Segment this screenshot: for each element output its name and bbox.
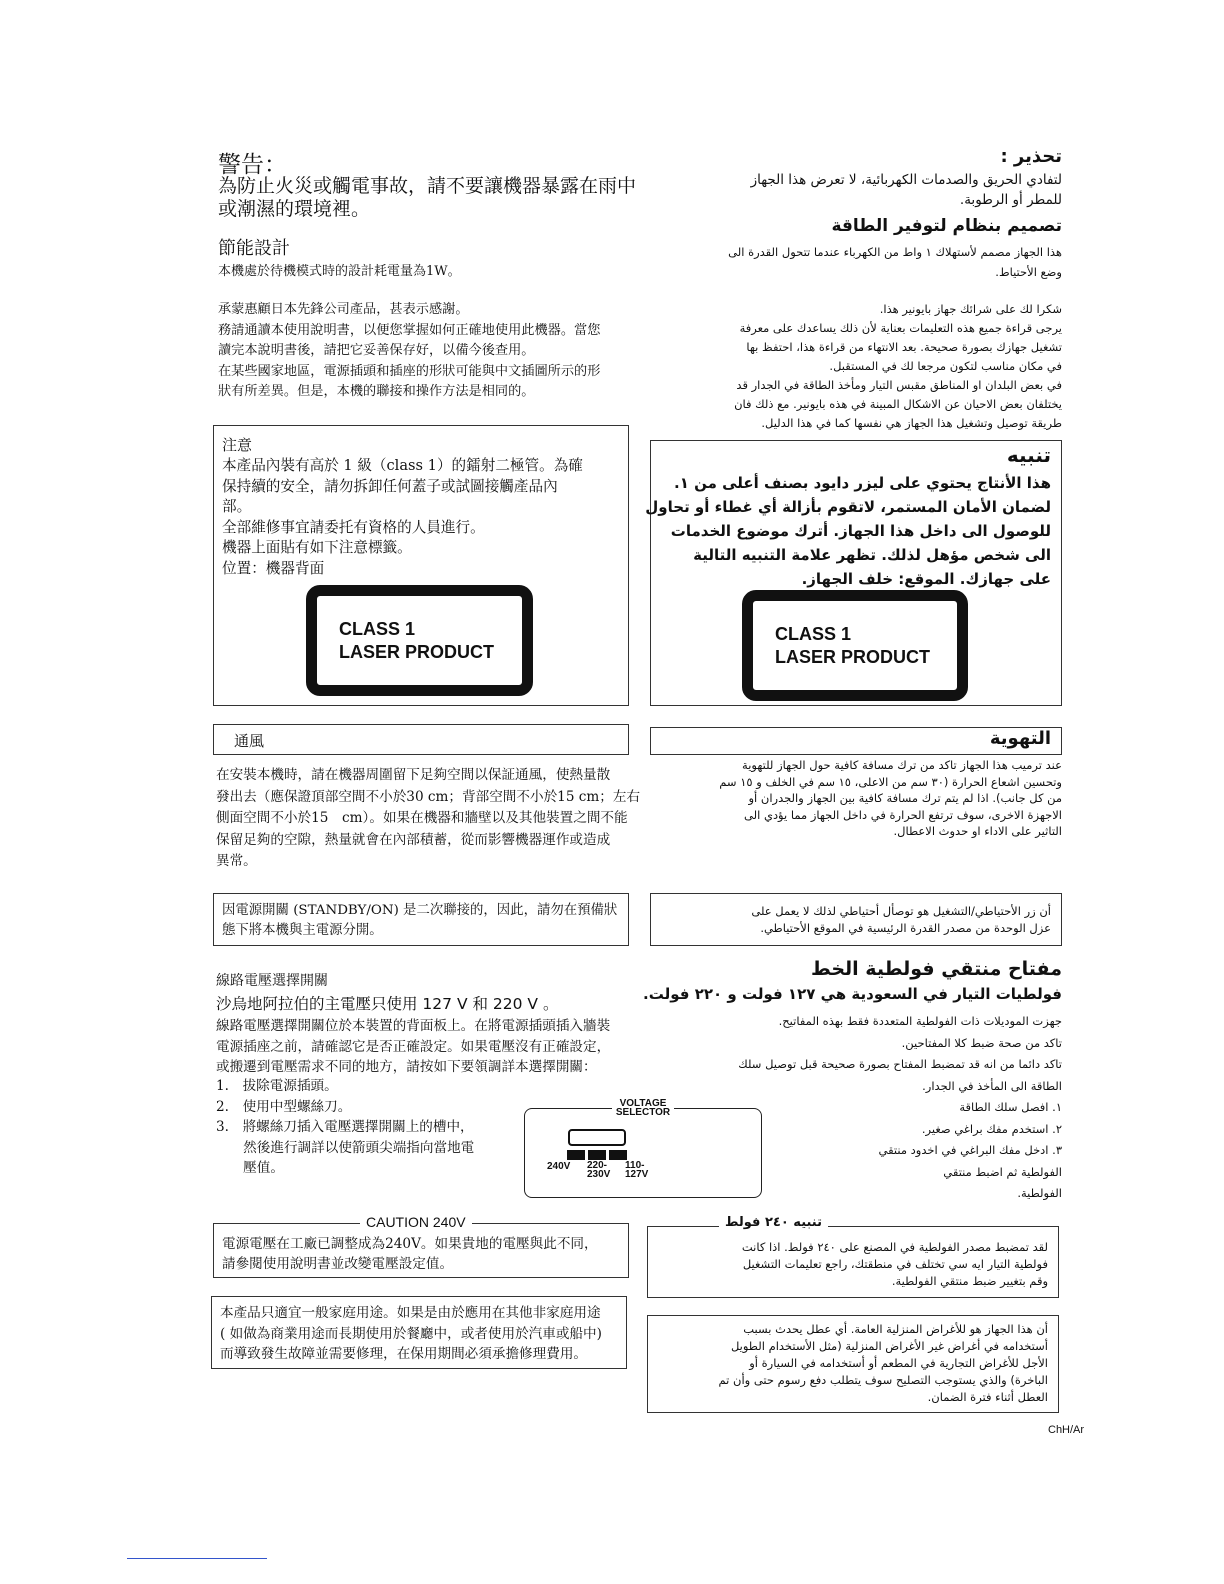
text-line: 狀有所差異。但是，本機的聯接和操作方法是相同的。 <box>218 384 535 399</box>
ar-standby-text <box>751 903 1051 937</box>
laser-label-ar-line1: CLASS 1 <box>775 624 852 644</box>
text-line: 務請通讀本使用說明書，以便您掌握如何正確地使用此機器。當您 <box>218 322 601 338</box>
selector-opt-220: 220- <box>587 1160 608 1171</box>
text-line: 因電源開關 (STANDBY/ON) 是二次聯接的，因此，請勿在預備狀 <box>222 903 618 918</box>
zh-voltage-steps <box>216 1076 474 1179</box>
text-line: فولطية التيار ايه سي تختلف في منطقتك، راجع تعليمات التشغيل <box>742 1257 1048 1271</box>
text-line: طريقة توصيل وتشغيل هذا الجهاز هي نفسها كما في هذا الدليل. <box>761 416 1062 430</box>
text-line: 而導致發生故障並需要修理，在保用期間必須承擔修理費用。 <box>220 1346 588 1362</box>
text-line: 態下將本機與主電源分開。 <box>222 923 383 938</box>
laser-label-ar-line2: LASER PRODUCT <box>775 647 931 667</box>
zh-caution240-title: CAUTION 240V <box>360 1214 472 1230</box>
text-line: 機器上面貼有如下注意標籤。 <box>222 539 412 556</box>
text-line: هذا الجهاز مصمم لأستهلاك ١ واط من الكهرباء عندما تتحول القدرة الى <box>728 245 1062 259</box>
text-line: 或潮濕的環境裡。 <box>218 198 371 220</box>
text-line: عند ترميب هذا الجهاز تاكد من ترك مسافة كافية حول الجهاز للتهوية <box>742 758 1062 772</box>
laser-label <box>306 585 533 696</box>
zh-warning-title: 警告： <box>218 152 287 178</box>
ar-energy-title: تصميم بنظام لتوفير الطاقة <box>831 216 1062 236</box>
selector-title-2: SELECTOR <box>615 1107 671 1118</box>
zh-standby-text <box>222 901 617 941</box>
laser-label-line2: LASER PRODUCT <box>339 642 495 662</box>
zh-ventilation-title: 通風 <box>234 732 265 750</box>
ar-home-use-box <box>647 1315 1059 1413</box>
text-line: 讀完本說明書後，請把它妥善保存好，以備今後查用。 <box>218 343 535 358</box>
ar-caution-text <box>645 471 1051 591</box>
text-line: 電源電壓在工廠已調整成為240V。如果貴地的電壓與此不同， <box>222 1236 598 1252</box>
text-line: على جهازك. الموقع: خلف الجهاز. <box>801 570 1051 588</box>
zh-warning-text <box>218 175 636 221</box>
text-line: أن هذا الجهاز هو للأغراض المنزلية العامة. أي عطل يحدث بسبب <box>743 1322 1048 1336</box>
ar-ventilation-header <box>650 727 1062 755</box>
footer-rule <box>127 1558 267 1559</box>
ar-caution-title: تنبيه <box>1006 443 1051 467</box>
text-line: 為防止火災或觸電事故，請不要讓機器暴露在雨中 <box>218 175 637 197</box>
ar-ventilation-title: التهوية <box>989 728 1051 749</box>
text-line: ٣. ادخل مفك البراغي في اخدود منتقي <box>878 1143 1062 1157</box>
text-line: من كل جانب). اذا لم يتم ترك مسافة كافية بين الجهاز والجدران أو <box>748 791 1062 805</box>
ar-intro <box>734 300 1062 433</box>
text-line: تشغيل جهازك بصورة صحيحة. بعد الانتهاء من قراءة هذا، احتفظ بها <box>746 340 1062 354</box>
text-line: عزل الوحدة من مصدر القدرة الرئيسية في الموقع الأحتياطي. <box>760 921 1051 935</box>
zh-caution-text <box>222 456 583 579</box>
zh-energy-text: 本機處於待機模式時的設計耗電量為1W。 <box>218 264 461 279</box>
text-line: 壓值。 <box>216 1160 284 1176</box>
ar-standby-box <box>650 893 1062 946</box>
zh-ventilation-header <box>213 724 629 755</box>
selector-switch-slot <box>568 1129 626 1146</box>
ar-ventilation-text <box>719 757 1062 840</box>
ar-energy-text <box>728 242 1062 282</box>
ar-voltage-subtitle: فولطيات التيار في السعودية هي ١٢٧ فولت و ٢٢٠ فولت. <box>643 985 1062 1003</box>
text-line: الطاقة الى المأخذ في الجدار. <box>922 1078 1062 1093</box>
text-line: يختلفان بعض الاحيان عن الاشكال المبينة في هذه بايونير. مع ذلك فان <box>734 397 1062 411</box>
selector-opt-230: 230V <box>587 1169 611 1180</box>
text-line: 3. 將螺絲刀插入電壓選擇開關上的槽中， <box>216 1119 474 1135</box>
text-line: 1. 拔除電源插頭。 <box>216 1078 338 1094</box>
text-line: 全部維修事宜請委托有資格的人員進行。 <box>222 518 485 536</box>
text-line: التاثير على الاداء او حدوث الاعطال. <box>893 824 1062 838</box>
text-line: لضمان الأمان المستمر، لاتقوم بأزالة أي غطاء أو تحاول <box>645 498 1051 516</box>
ar-caution240-title: تنبيه ٢٤٠ فولط <box>719 1215 828 1230</box>
text-line: أن زر الأحتياطي/التشغيل هو توصأل أحتياطي لذلك لا يعمل على <box>751 904 1051 918</box>
text-line: 側面空間不小於15 cm）。如果在機器和牆壁以及其他裝置之間不能 <box>216 810 628 826</box>
selector-position-240 <box>567 1150 585 1160</box>
zh-voltage-title: 線路電壓選擇開關 <box>216 973 328 989</box>
selector-title-1: VOLTAGE <box>619 1098 667 1109</box>
text-line: 請參閱使用說明書並改變電壓設定值。 <box>222 1256 454 1272</box>
text-line: في بعض البلدان او المناطق مقبس التيار ومأخذ الطاقة في الجدار قد <box>736 378 1062 392</box>
ar-caution240-text <box>742 1239 1048 1290</box>
text-line: 發出去（應保證頂部空間不小於30 cm；背部空間不小於15 cm；左右 <box>216 788 641 805</box>
text-line: يرجى قراءة جميع هذه التعليمات بعناية لأن ذلك يساعدك على معرفة <box>739 321 1062 335</box>
text-line: للمطر أو الرطوبة. <box>959 192 1062 208</box>
text-line: ٢. استخدم مفك براغي صغير. <box>921 1121 1062 1136</box>
laser-label-line1: CLASS 1 <box>339 619 416 639</box>
zh-ventilation-text <box>216 765 640 873</box>
text-line: 本產品只適宜一般家庭用途。如果是由於應用在其他非家庭用途 <box>220 1305 601 1321</box>
text-line: لتفادي الحريق والصدمات الكهربائية، لا تعرض هذا الجهاز <box>750 172 1062 188</box>
text-line: هذا الأنتاج يحتوي على ليزر دايود بصنف أعلى من ١. <box>673 474 1051 492</box>
ar-warning-text <box>751 170 1062 210</box>
text-line: 位置：機器背面 <box>222 559 325 577</box>
text-line: الى شخص مؤهل لذلك. تظهر علامة التنبيه التالية <box>693 546 1051 564</box>
text-line: 電源插座之前，請確認它是否正確設定。如果電壓沒有正確設定， <box>216 1038 611 1055</box>
text-line: وضع الأحتياط. <box>995 265 1062 279</box>
voltage-selector-diagram <box>524 1098 762 1198</box>
text-line: وقم بتغيير ضبط منتقي الفولطية. <box>891 1274 1048 1288</box>
selector-opt-110: 110- <box>625 1160 645 1171</box>
zh-home-use-text <box>220 1303 602 1365</box>
text-line: الفولطية ثم اضبط منتقي <box>943 1164 1062 1179</box>
text-line: 在安裝本機時，請在機器周圍留下足夠空間以保証通風，使熱量散 <box>216 767 611 783</box>
text-line: العطل أثناء فترة الضمان. <box>927 1390 1048 1404</box>
zh-caution240-box <box>213 1214 629 1278</box>
selector-opt-127: 127V <box>625 1169 649 1180</box>
selector-opt-240: 240V <box>547 1161 571 1172</box>
text-line: 然後進行調詳以使箭頭尖端指向當地電 <box>216 1139 475 1156</box>
text-line: الاجهزة الاخرى، سوف ترتفع الحرارة في داخل الجهاز مما يؤدي الى <box>744 807 1062 822</box>
text-line: 保持續的安全，請勿拆卸任何蓋子或試圖接觸產品內 <box>222 477 558 495</box>
text-line: 線路電壓選擇開關位於本裝置的背面板上。在將電源插頭插入牆裝 <box>216 1018 611 1034</box>
text-line: 或搬遷到電壓需求不同的地方，請按如下要領調詳本選擇開關： <box>216 1059 597 1075</box>
text-line: ١. افصل سلك الطاقة <box>959 1100 1062 1114</box>
text-line: تاكد من صحة ضبط كلا المفتاحين. <box>901 1035 1062 1050</box>
ar-caution240-box <box>647 1215 1059 1298</box>
text-line: ( 如做為商業用途而長期使用於餐廳中，或者使用於汽車或船中) <box>220 1325 602 1342</box>
text-line: في مكان مناسب لتكون مرجعا لك في المستقبل. <box>829 359 1062 373</box>
text-line: شكرا لك على شرائك جهاز بايونير هذا. <box>879 302 1062 316</box>
ar-voltage-text <box>738 1011 1062 1097</box>
zh-caution-title: 注意 <box>222 436 253 454</box>
text-line: 承蒙惠顧日本先鋒公司產品，甚表示感謝。 <box>218 302 469 317</box>
text-line: الفولطية. <box>1017 1186 1062 1200</box>
ar-voltage-steps <box>879 1097 1063 1205</box>
page-code: ChH/Ar <box>1048 1424 1085 1436</box>
ar-voltage-title: مفتاح منتقي فولطية الخط <box>811 958 1062 980</box>
text-line: للوصول الى داخل هذا الجهاز. أترك موضوع الخدمات <box>670 522 1051 540</box>
ar-home-use-text <box>718 1321 1048 1406</box>
text-line: وتحسين اشعاع الحرارة (٣٠ سم من الاعلى، ١٥ سم في الخلف و ١٥ سم <box>719 774 1062 789</box>
text-line: 異常。 <box>216 853 257 869</box>
selector-position-110 <box>609 1150 627 1160</box>
laser-label-ar <box>742 590 968 701</box>
zh-home-use-box <box>211 1296 627 1369</box>
ar-warning-title: تحذير : <box>1000 146 1062 167</box>
selector-position-220 <box>588 1150 606 1160</box>
text-line: 在某些國家地區，電源插頭和插座的形狀可能與中文插圖所示的形 <box>218 363 601 379</box>
text-line: أستخدامه في أغراض غير الأغراض المنزلية (مثل الأستخدام الطويل <box>730 1339 1048 1353</box>
text-line: الأجل للأغراض التجارية في المطعم أو أستخدامه في السيارة أو <box>749 1356 1048 1370</box>
text-line: 2. 使用中型螺絲刀。 <box>216 1098 352 1115</box>
text-line: تاكد دائما من انه قد تمضبط المفتاح بصورة صحيحة قبل توصيل سلك <box>738 1057 1062 1071</box>
zh-voltage-text <box>216 1016 610 1078</box>
zh-energy-title: 節能設計 <box>218 238 290 259</box>
text-line: 部。 <box>222 498 252 515</box>
text-line: لقد تمضبط مصدر الفولطية في المصنع على ٢٤٠ فولط. اذا كانت <box>741 1240 1048 1254</box>
text-line: 本產品內裝有高於 1 級（class 1）的鐳射二極管。為確 <box>222 457 583 474</box>
zh-voltage-subtitle: 沙烏地阿拉伯的主電壓只使用 127 V 和 220 V 。 <box>216 995 559 1013</box>
text-line: جهزت الموديلات ذات الفولطية المتعددة فقط بهذه المفاتيح. <box>778 1014 1062 1028</box>
text-line: 保留足夠的空隙，熱量就會在內部積蓄，從而影響機器運作或造成 <box>216 831 611 848</box>
zh-intro <box>218 300 600 403</box>
text-line: الباخرة) والذي يستوجب التصليح سوف يتطلب دفع رسوم حتى وأن تم <box>718 1373 1048 1387</box>
zh-caution240-text <box>222 1234 598 1274</box>
zh-standby-box <box>213 893 629 946</box>
